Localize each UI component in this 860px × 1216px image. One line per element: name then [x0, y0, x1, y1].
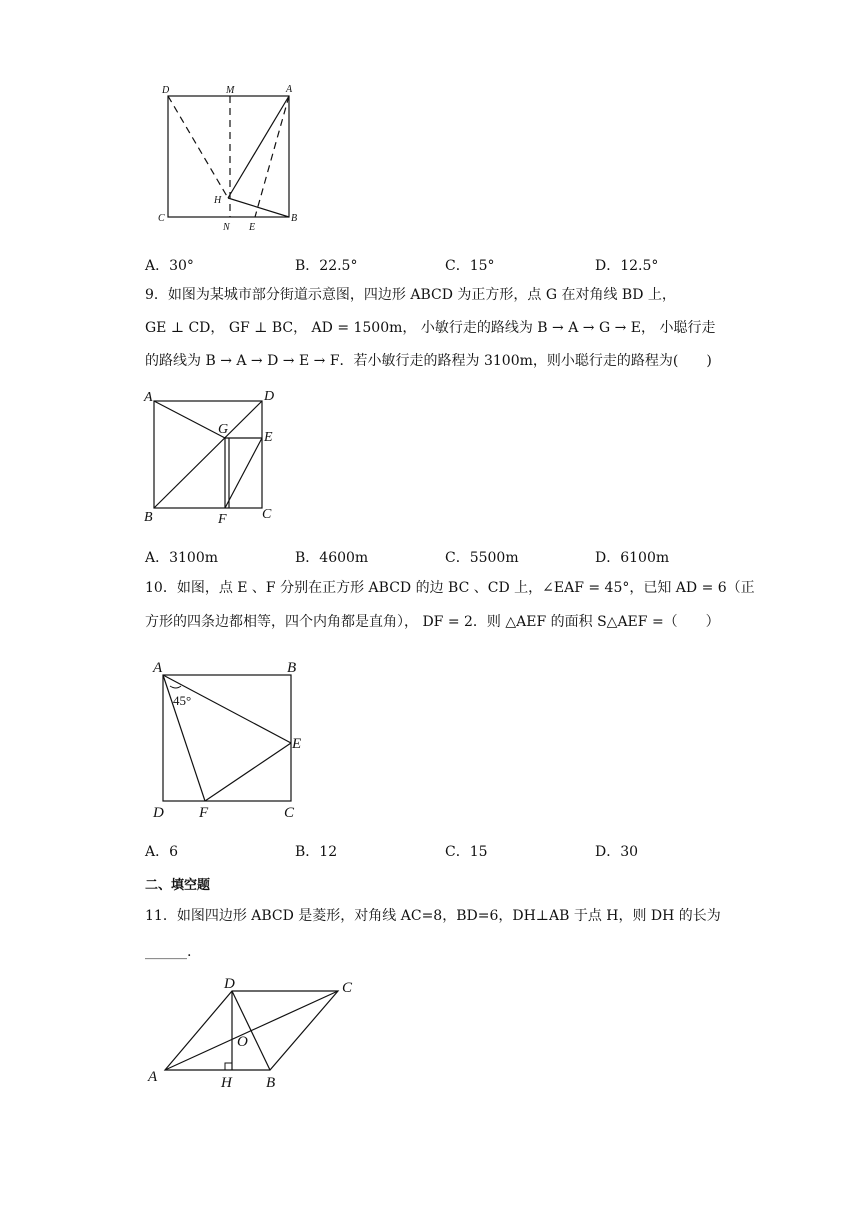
- q9-text-line-3: 的路线为 B → A → D → E → F．若小敏行走的路程为 3100m，则小聪行走的路程为( ): [145, 353, 712, 369]
- q11-label-c: C: [342, 980, 353, 996]
- q11-text-line-1: 11．如图四边形 ABCD 是菱形，对角线 AC=8，BD=6，DH⊥AB 于点 H，则 DH 的长为: [145, 908, 721, 924]
- q10-label-a: A: [153, 660, 163, 676]
- q10-option-a: A．6: [145, 844, 179, 860]
- q9-label-c: C: [262, 507, 272, 522]
- q10-option-d: D．30: [595, 844, 639, 860]
- q9-label-d: D: [264, 389, 275, 404]
- q10-option-c: C．15: [445, 844, 488, 860]
- q11-label-b: B: [266, 1075, 276, 1091]
- q10-option-b: B．12: [295, 844, 338, 860]
- q9-option-a: A．3100m: [145, 550, 219, 566]
- q10-text-line-2: 方形的四条边都相等，四个内角都是直角）， DF = 2．则 △AEF 的面积 S△AEF =（ ）: [145, 614, 720, 630]
- q10-text-line-1: 10．如图，点 E 、F 分别在正方形 ABCD 的边 BC 、CD 上，∠EAF = 45°，已知 AD = 6（正: [145, 580, 755, 596]
- q8-label-h: H: [214, 195, 222, 206]
- q9-label-f: F: [218, 512, 227, 527]
- q9-option-c: C．5500m: [445, 550, 519, 566]
- q8-label-d: D: [162, 85, 170, 96]
- q10-label-f: F: [199, 805, 209, 821]
- q8-label-a: A: [286, 84, 293, 95]
- q8-label-c: C: [158, 213, 165, 224]
- q10-label-c: C: [284, 805, 295, 821]
- q9-label-g: G: [218, 422, 229, 437]
- q9-text-line-2: GE ⊥ CD， GF ⊥ BC， AD = 1500m， 小敏行走的路线为 B → A → G → E， 小聪行走: [145, 320, 716, 336]
- q10-angle-label: 45°: [173, 693, 192, 708]
- q10-label-d: D: [153, 805, 164, 821]
- q8-label-m: M: [226, 85, 235, 96]
- q10-label-e: E: [292, 736, 302, 752]
- q8-label-n: N: [223, 222, 230, 233]
- q11-label-a: A: [148, 1069, 158, 1085]
- q8-option-b: B．22.5°: [295, 258, 358, 274]
- q9-label-a: A: [144, 390, 153, 405]
- q8-option-d: D．12.5°: [595, 258, 659, 274]
- q11-label-h: H: [221, 1075, 232, 1091]
- q8-option-c: C．15°: [445, 258, 495, 274]
- q9-option-b: B．4600m: [295, 550, 369, 566]
- q11-label-d: D: [224, 976, 235, 992]
- q9-text-line-1: 9．如图为某城市部分街道示意图，四边形 ABCD 为正方形，点 G 在对角线 BD 上，: [145, 287, 676, 303]
- q9-option-d: D．6100m: [595, 550, 670, 566]
- q9-label-e: E: [264, 430, 273, 445]
- q9-label-b: B: [144, 510, 153, 525]
- section-title: 二、填空题: [145, 878, 211, 893]
- q8-option-a: A．30°: [145, 258, 194, 274]
- q11-label-o: O: [237, 1034, 248, 1050]
- q8-label-e: E: [249, 222, 256, 233]
- q10-label-b: B: [287, 660, 297, 676]
- q8-label-b: B: [291, 213, 298, 224]
- q11-answer-blank: ______.: [145, 944, 192, 960]
